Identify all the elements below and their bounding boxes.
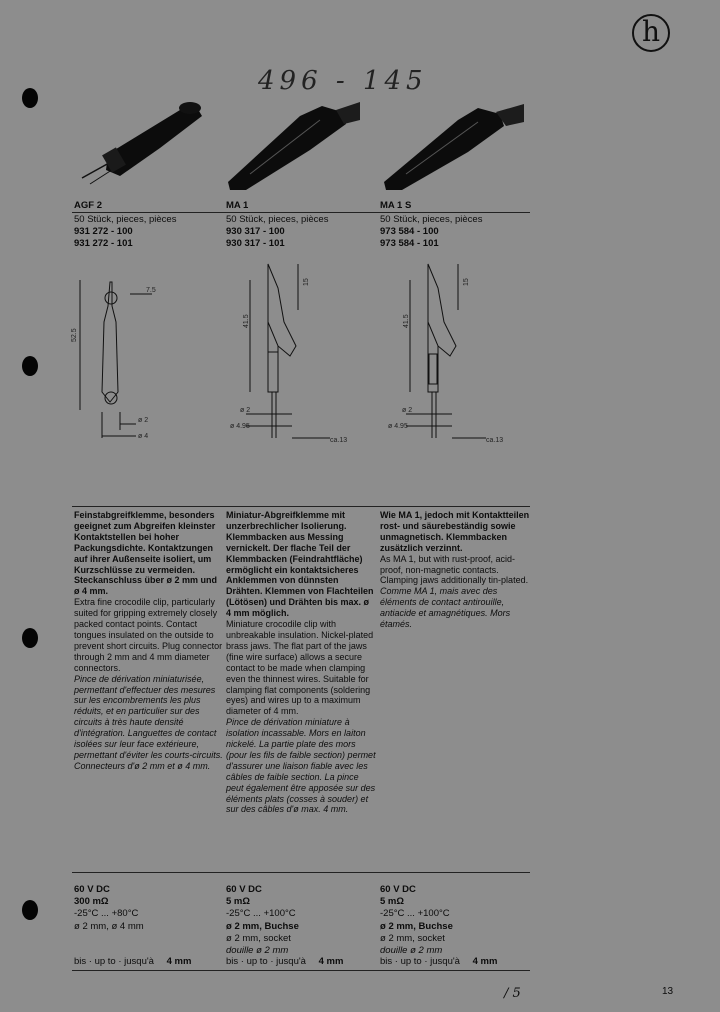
spec-voltage: 60 V DC: [74, 884, 110, 895]
dimension-label: ø 4: [138, 433, 149, 440]
dimension-label: ø 4.95: [230, 423, 250, 430]
description-french: Pince de dérivation miniature à isolation incassable. Mors en laiton nickelé. La partie plate des mors (pour les fils de faible section) permet d'assurer une liaison fiable avec les câbles de faible section. La pince peut également être apposée sur des éléments plats (cosses à souder) et sur des câbles d'ø max. 4 mm.: [226, 717, 376, 815]
max-wire-value: 4 mm: [472, 956, 498, 967]
column-header-agf2: [74, 200, 224, 250]
max-wire-label: bis · up to · jusqu'à: [380, 956, 460, 967]
spec-connector-de: ø 2 mm, Buchse: [226, 920, 299, 932]
description-agf2: [74, 510, 224, 772]
description-english: Miniature crocodile clip with unbreakable insulation. Nickel-plated brass jaws. The flat part of the jaws (fine wire surface) allows a secure contact to be made when clamping even the thinnest wires. Suitable for clamping flat components (soldering eyes) and wires up to a maximum diameter of 4 mm.: [226, 619, 374, 717]
order-number: 973 584 - 101: [380, 238, 439, 249]
technical-drawings: [72, 262, 532, 442]
punch-hole: [22, 900, 38, 920]
dimension-label: 41.5: [403, 314, 410, 328]
text-top-rule: [72, 506, 530, 507]
spec-connector-en: ø 2 mm, socket: [380, 932, 445, 944]
spec-connector-en: ø 2 mm, socket: [226, 932, 291, 944]
footer-rule: [72, 970, 530, 971]
spec-resistance: 300 mΩ: [74, 896, 109, 908]
spec-voltage: 60 V DC: [226, 884, 262, 895]
handwritten-reference: 496 - 145: [258, 66, 428, 96]
spec-voltage: 60 V DC: [380, 884, 416, 895]
max-wire-label: bis · up to · jusqu'à: [74, 956, 154, 967]
description-english: As MA 1, but with rust-proof, acid-proof, non-magnetic contacts. Clamping jaws additionally tin-plated.: [380, 553, 529, 586]
dimension-label: 15: [303, 278, 310, 286]
column-header-ma1: [226, 200, 376, 250]
product-photo-ma1: [228, 102, 360, 190]
brand-logo: h: [632, 14, 670, 52]
description-french: Pince de dérivation miniaturisée, permettant d'effectuer des mesures sur les encombrements les plus réduits, et en particulier sur des circuits à très haute densité d'intégration. Languettes de contact isolées sur leur face extérieure, permettant d'éviter les courts-circuits. Connecteurs d'ø 2 mm et ø 4 mm.: [74, 673, 223, 771]
spec-temperature: -25°C ... +100°C: [380, 908, 450, 920]
specs-ma1s: [380, 884, 530, 957]
product-name: AGF 2: [74, 200, 102, 211]
spec-connector-fr: douille ø 2 mm: [380, 945, 443, 957]
punch-hole: [22, 356, 38, 376]
drawing-ma1s: [406, 264, 486, 438]
dimension-label: 41.5: [243, 314, 250, 328]
order-number: 930 317 - 100: [226, 226, 285, 237]
specs-top-rule: [72, 872, 530, 873]
pieces-label: 50 Stück, pieces, pièces: [380, 212, 530, 226]
spec-temperature: -25°C ... +80°C: [74, 908, 139, 920]
drawing-agf2: [80, 280, 152, 438]
product-photo-agf2: [82, 102, 202, 184]
dimension-label: 52.5: [71, 328, 78, 342]
punch-hole: [22, 628, 38, 648]
dimension-label: ø 4.95: [388, 423, 408, 430]
punch-hole: [22, 88, 38, 108]
product-name: MA 1: [226, 200, 249, 211]
max-wire-agf2: [74, 956, 224, 967]
order-number: 973 584 - 100: [380, 226, 439, 237]
product-photos: [60, 96, 540, 196]
order-number: 931 272 - 100: [74, 226, 133, 237]
order-number: 931 272 - 101: [74, 238, 133, 249]
product-photo-ma1s: [384, 104, 524, 190]
pieces-label: 50 Stück, pieces, pièces: [226, 212, 376, 226]
spec-temperature: -25°C ... +100°C: [226, 908, 296, 920]
dimension-label: ø 2: [402, 407, 413, 414]
spec-resistance: 5 mΩ: [380, 896, 404, 908]
pieces-label: 50 Stück, pieces, pièces: [74, 212, 224, 226]
description-french: Comme MA 1, mais avec des éléments de contact antirouille, antiacide et amagnétiques. Mors étamés.: [380, 586, 511, 630]
column-header-ma1s: [380, 200, 530, 250]
dimension-label: ø 2: [138, 417, 149, 424]
specs-agf2: [74, 884, 224, 933]
order-number: 930 317 - 101: [226, 238, 285, 249]
spec-connector-de: ø 2 mm, Buchse: [380, 920, 453, 932]
dimension-label: ca.13: [486, 437, 504, 444]
specs-ma1: [226, 884, 376, 957]
spec-connector: ø 2 mm, ø 4 mm: [74, 920, 144, 932]
dimension-label: 7.5: [146, 287, 156, 294]
page-number: 13: [662, 986, 674, 997]
handwritten-mark: / 5: [504, 986, 521, 1001]
description-ma1: [226, 510, 376, 815]
description-german: Wie MA 1, jedoch mit Kontaktteilen rost- und säurebeständig sowie unmagnetisch. Klemmbacken zusätzlich verzinnt.: [380, 510, 530, 553]
dimension-label: ø 2: [240, 407, 251, 414]
spec-connector-fr: douille ø 2 mm: [226, 945, 289, 957]
max-wire-ma1s: [380, 956, 530, 967]
drawing-ma1: [246, 264, 330, 438]
max-wire-ma1: [226, 956, 376, 967]
description-german: Miniatur-Abgreifklemme mit unzerbrechlicher Isolierung. Klemmbacken aus Messing vernickelt. Der flache Teil der Klemmbacken (Feindrahtfläche) ermöglicht ein kontaktsicheres Anklemmen von dünnsten Drähten. Klemmen von Flachteilen (Lötösen) und Drähten bis max. ø 4 mm möglich.: [226, 510, 374, 619]
dimension-label: 15: [463, 278, 470, 286]
description-german: Feinstabgreifklemme, besonders geeignet zum Abgreifen kleinster Kontaktstellen bei hoher Packungsdichte. Kontaktzungen auf ihrer Außenseite isoliert, um Kurzschlüsse zu vermeiden. Steckanschluss über ø 2 mm und ø 4 mm.: [74, 510, 218, 597]
max-wire-value: 4 mm: [166, 956, 192, 967]
description-ma1s: [380, 510, 530, 630]
max-wire-value: 4 mm: [318, 956, 344, 967]
product-name: MA 1 S: [380, 200, 412, 211]
description-english: Extra fine crocodile clip, particularly suited for gripping extremely closely packed contact points. Contact tongues insulated on the outside to prevent short circuits. Plug connector through 2 mm and 4 mm diameter connectors.: [74, 597, 223, 673]
max-wire-label: bis · up to · jusqu'à: [226, 956, 306, 967]
dimension-label: ca.13: [330, 437, 348, 444]
spec-resistance: 5 mΩ: [226, 896, 250, 908]
